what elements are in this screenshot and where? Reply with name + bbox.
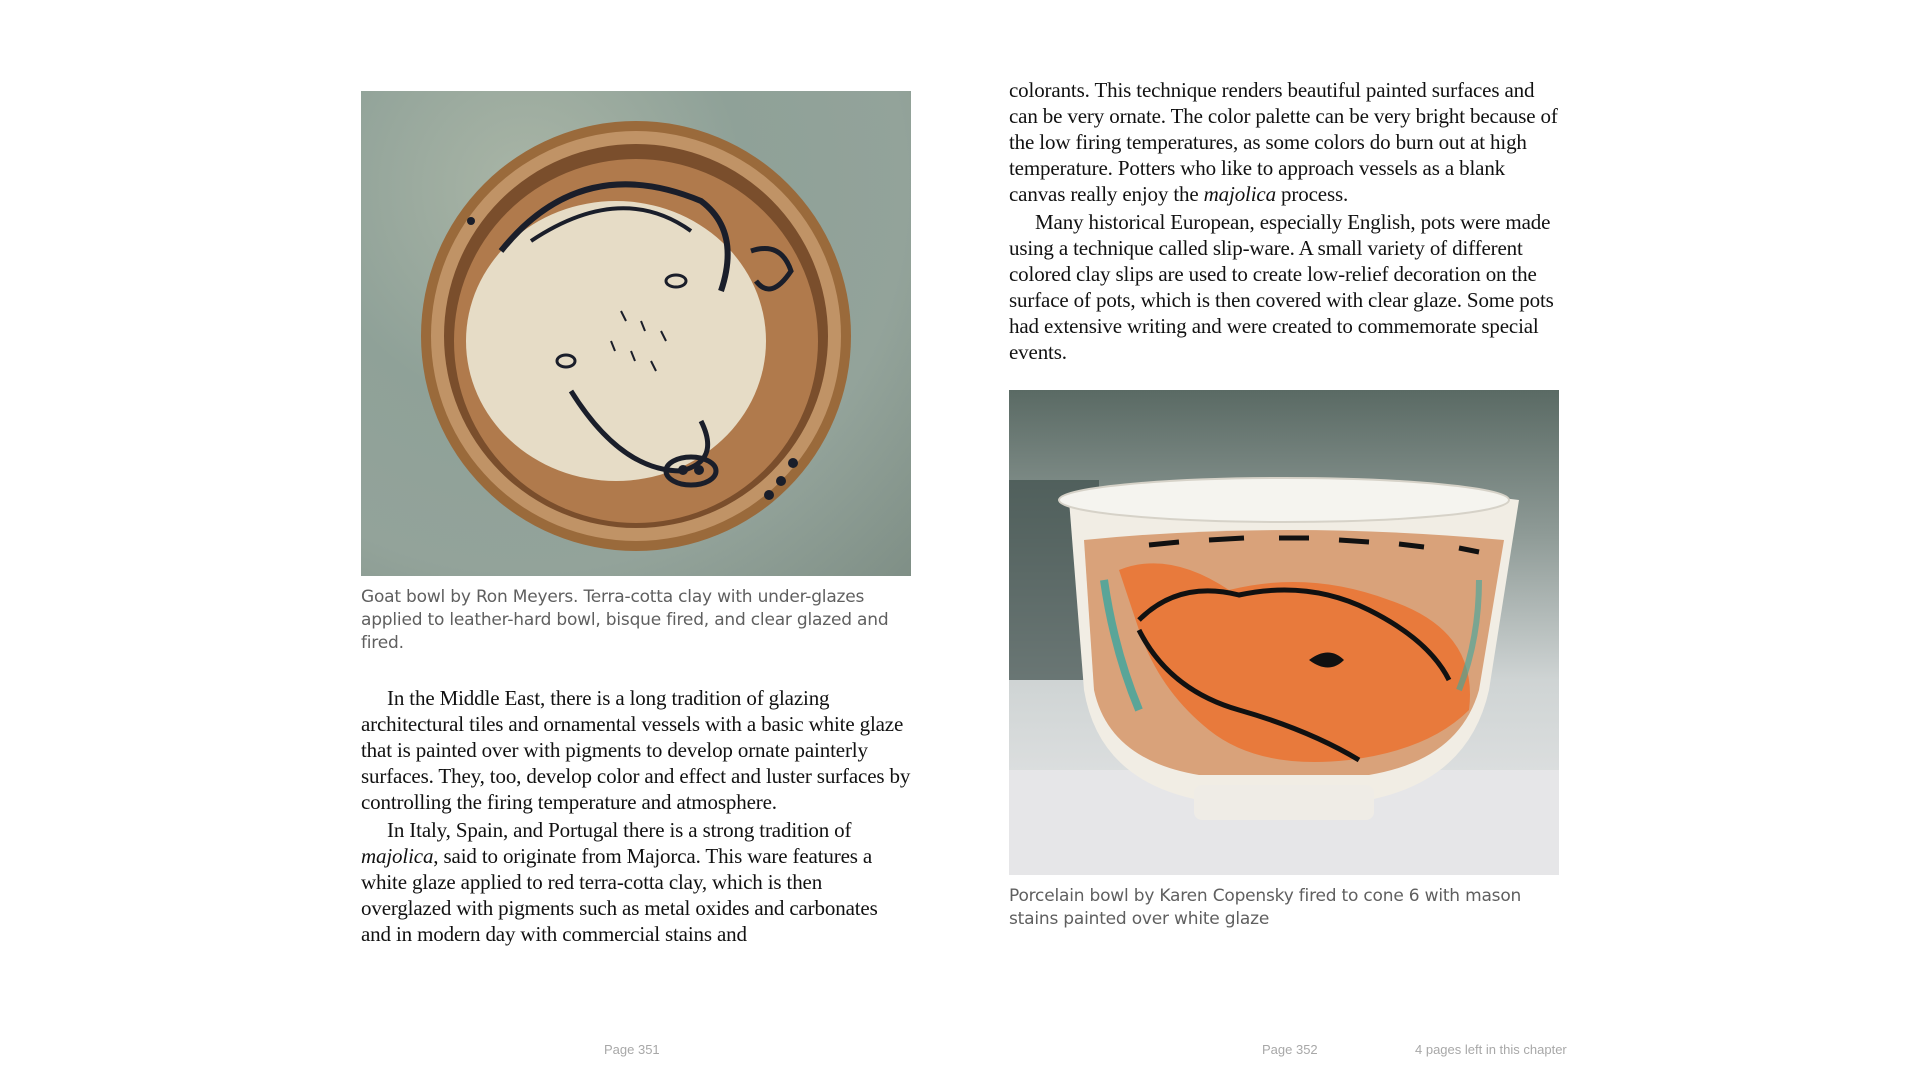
left-paragraph-1: In the Middle East, there is a long tradition of glazing architectural tiles and ornamental vessels with a basic white glaze that is painted over with pigments to develop ornate painterly surfaces. They, too, develop color and effect and luster surfaces by controlling the firing temperature and atmosphere. xyxy=(361,686,911,814)
left-paragraph-2-end: , said to originate from Majorca. This ware features a white glaze applied to red terra-cotta clay, which is then overglazed with pigments such as metal oxides and carbonates and in modern day with commercial stains and xyxy=(361,844,878,946)
left-paragraph-2-italic: majolica xyxy=(361,844,434,868)
page-number-right: Page 352 xyxy=(1262,1042,1318,1057)
left-body-text xyxy=(361,685,911,947)
goat-bowl-illustration xyxy=(361,91,911,576)
page-number-left: Page 351 xyxy=(604,1042,660,1057)
pages-left-indicator: 4 pages left in this chapter xyxy=(1415,1042,1567,1057)
right-body-text xyxy=(1009,77,1559,365)
right-paragraph-1 xyxy=(1009,77,1559,207)
left-paragraph-2 xyxy=(361,817,911,947)
right-paragraph-1-end: process. xyxy=(1275,182,1349,206)
porcelain-bowl-photo xyxy=(1009,390,1559,875)
right-paragraph-1-italic: majolica xyxy=(1203,182,1276,206)
porcelain-bowl-illustration xyxy=(1009,390,1559,875)
left-page xyxy=(361,0,911,949)
right-paragraph-1-start: colorants. This technique renders beautiful painted surfaces and can be very ornate. The color palette can be very bright because of the low firing temperatures, as some colors do burn out at high temperature. Potters who like to approach vessels as a blank canvas really enjoy the xyxy=(1009,78,1558,206)
right-paragraph-2: Many historical European, especially English, pots were made using a technique called slip-ware. A small variety of different colored clay slips are used to create low-relief decoration on the surface of pots, which is then covered with clear glaze. Some pots had extensive writing and were created to commemorate special events. xyxy=(1009,210,1554,364)
right-page xyxy=(1009,0,1559,931)
goat-bowl-photo xyxy=(361,91,911,576)
left-paragraph-2-start: In Italy, Spain, and Portugal there is a strong tradition of xyxy=(387,818,852,842)
goat-bowl-caption: Goat bowl by Ron Meyers. Terra-cotta clay with under-glazes applied to leather-hard bowl, bisque fired, and clear glazed and fired. xyxy=(361,587,889,653)
porcelain-bowl-caption: Porcelain bowl by Karen Copensky fired to cone 6 with mason stains painted over white glaze xyxy=(1009,886,1522,929)
